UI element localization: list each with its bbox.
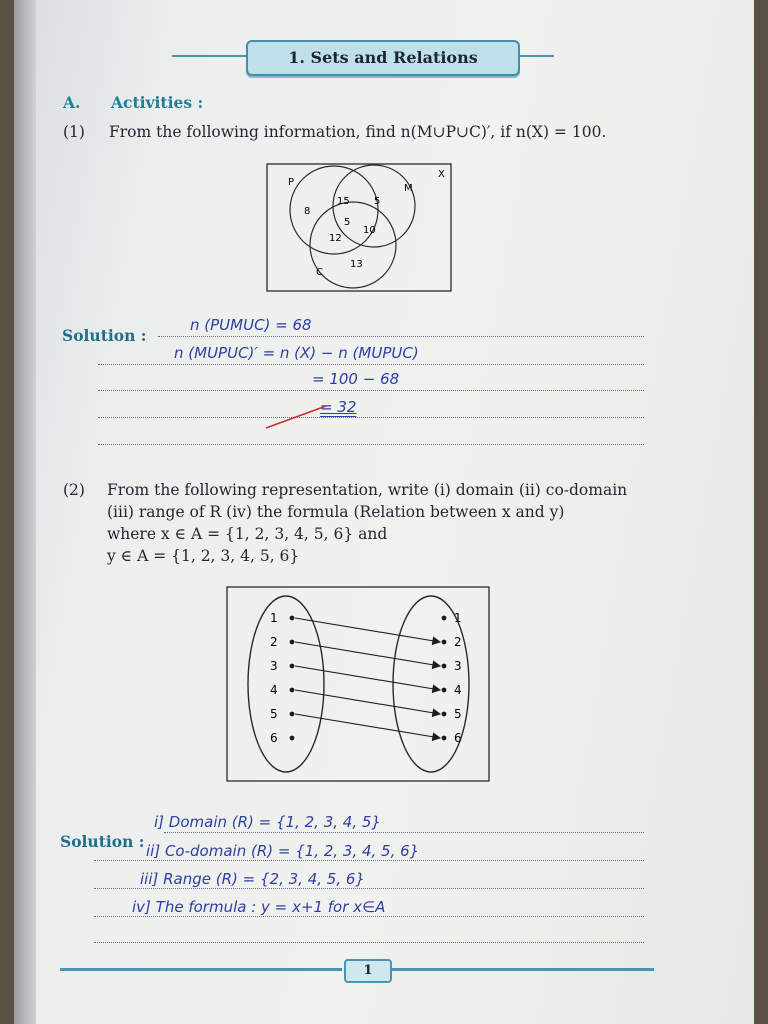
venn-region-c-only: 13 <box>350 259 363 270</box>
answer-line <box>94 942 644 943</box>
codomain-element-label: 1 <box>454 611 462 625</box>
relation-arrow <box>295 666 440 690</box>
answer-line <box>94 916 644 917</box>
domain-element-dot <box>290 712 295 717</box>
domain-element-label: 3 <box>270 659 278 673</box>
domain-element-label: 2 <box>270 635 278 649</box>
q1-solution-label: Solution : <box>62 326 147 345</box>
footer-rule-left <box>60 968 342 971</box>
section-letter: A. <box>63 93 81 112</box>
red-check-mark <box>262 402 332 432</box>
q2-text-line-2: (iii) range of R (iv) the formula (Relation between x and y) <box>107 503 565 521</box>
venn-region-p-c: 12 <box>329 233 342 244</box>
codomain-element-dot <box>442 664 447 669</box>
codomain-elements <box>442 611 462 745</box>
answer-line <box>164 832 644 833</box>
chapter-title: 1. Sets and Relations <box>246 40 520 76</box>
answer-line <box>98 390 644 391</box>
domain-element-dot <box>290 736 295 741</box>
venn-label-p: P <box>288 177 295 188</box>
q2-text-line-1: From the following representation, write (i) domain (ii) co-domain <box>107 481 628 499</box>
codomain-element-dot <box>442 616 447 621</box>
answer-line <box>94 888 644 889</box>
domain-ellipse <box>248 596 324 772</box>
venn-label-c: C <box>316 267 323 278</box>
venn-region-p-only: 8 <box>304 206 311 217</box>
header-rule-left <box>172 55 248 57</box>
domain-element-label: 6 <box>270 731 278 745</box>
page-number: 1 <box>344 959 392 983</box>
domain-element-dot <box>290 640 295 645</box>
venn-label-m: M <box>404 183 413 194</box>
venn-region-m-c: 10 <box>363 225 376 236</box>
domain-element-label: 4 <box>270 683 278 697</box>
domain-elements <box>270 611 294 745</box>
relation-arrow-diagram <box>226 586 490 782</box>
codomain-element-label: 3 <box>454 659 462 673</box>
codomain-element-dot <box>442 640 447 645</box>
codomain-element-dot <box>442 712 447 717</box>
q1-text: From the following information, find n(M∪P∪C)′, if n(X) = 100. <box>109 123 607 141</box>
answer-line <box>98 444 644 445</box>
venn-region-m-only: 5 <box>374 196 381 207</box>
q2-solution-label: Solution : <box>60 832 145 851</box>
q2-answer-codomain: ii] Co-domain (R) = {1, 2, 3, 4, 5, 6} <box>146 842 420 860</box>
answer-line <box>98 364 644 365</box>
answer-line <box>94 860 644 861</box>
q2-text-line-3: where x ∈ A = {1, 2, 3, 4, 5, 6} and <box>107 525 388 543</box>
codomain-element-dot <box>442 688 447 693</box>
codomain-element-label: 6 <box>454 731 462 745</box>
page-spine <box>14 0 36 1024</box>
q1-answer-line-3: = 100 − 68 <box>312 370 400 388</box>
section-title: Activities : <box>111 93 204 112</box>
header-rule-right <box>514 55 554 57</box>
domain-element-label: 5 <box>270 707 278 721</box>
answer-line <box>98 417 644 418</box>
venn-label-x: X <box>438 169 445 180</box>
relation-arrow <box>295 642 440 666</box>
q2-answer-range: iii] Range (R) = {2, 3, 4, 5, 6} <box>140 870 365 888</box>
domain-element-dot <box>290 688 295 693</box>
codomain-element-dot <box>442 736 447 741</box>
q1-answer-line-1: n (PUMUC) = 68 <box>190 316 312 334</box>
q2-number: (2) <box>63 481 85 499</box>
codomain-element-label: 2 <box>454 635 462 649</box>
domain-element-dot <box>290 616 295 621</box>
relation-arrow <box>295 690 440 714</box>
q2-answer-formula: iv] The formula : y = x+1 for x∈A <box>132 898 386 916</box>
codomain-element-label: 5 <box>454 707 462 721</box>
q1-number: (1) <box>63 123 85 141</box>
q2-text-line-4: y ∈ A = {1, 2, 3, 4, 5, 6} <box>107 547 300 565</box>
venn-region-p-m: 15 <box>337 196 350 207</box>
venn-diagram <box>266 163 452 293</box>
codomain-element-label: 4 <box>454 683 462 697</box>
workbook-page <box>14 0 754 1024</box>
universal-set-box <box>267 164 451 291</box>
venn-region-center: 5 <box>344 217 351 228</box>
relation-arrows <box>295 618 440 738</box>
q1-answer-line-2: n (MUPUC)′ = n (X) − n (MUPUC) <box>174 344 419 362</box>
answer-line <box>158 336 644 337</box>
q2-answer-domain: i] Domain (R) = {1, 2, 3, 4, 5} <box>154 813 381 831</box>
footer-rule-right <box>390 968 654 971</box>
q1-answer-line-4: = 32 <box>320 398 357 416</box>
domain-element-dot <box>290 664 295 669</box>
diagram-frame <box>227 587 489 781</box>
domain-element-label: 1 <box>270 611 278 625</box>
